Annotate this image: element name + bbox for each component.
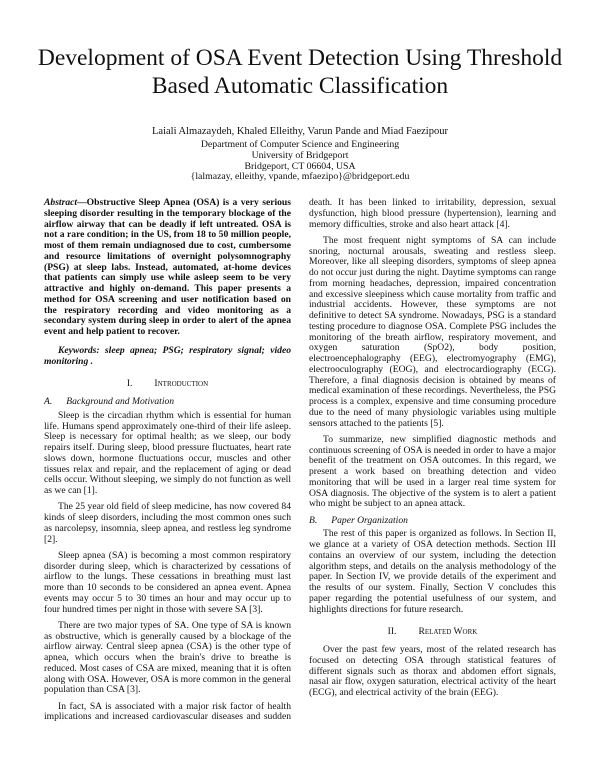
paragraph: To summarize, new simplified diagnostic methods and continuous screening of OSA is needed in order to have a major benefit of the treatment on OSA outcomes. In this regard, we present a work based on breathing detection and video monitoring that will be used in a larger real time system for OSA diagnosis. The objective of the system is to alert a patient who might be subject to an apnea attack. (309, 433, 556, 510)
affiliation-university: University of Bridgeport (251, 149, 349, 161)
abstract (44, 198, 291, 338)
section-heading-related-work (309, 627, 556, 638)
subsection-title: Background and Motivation (66, 396, 175, 407)
affiliation-department: Department of Computer Science and Engineering (200, 139, 400, 150)
affiliation (0, 140, 600, 183)
subsection-title: Paper Organization (331, 514, 408, 526)
subsection-heading-organization (309, 516, 556, 527)
affiliation-address: Bridgeport, CT 06604, USA (244, 160, 356, 172)
paragraph: The rest of this paper is organized as follows. In Section II, we glance at a variety of OSA detection methods. Section III contains an overview of our system, including the detection algorithm steps, and details on the analysis methodology of the paper. In Section IV, we provide details of the experiment and the results of our system. Finally, Section V concludes this paper regarding the potential usefulness of our system, and highlights directions for future research. (309, 528, 556, 615)
left-column (44, 198, 291, 729)
paragraph: The 25 year old field of sleep medicine, has now covered 84 kinds of sleep disorders, including the most common ones such as narcolepsy, insomnia, sleep apnea, and restless leg syndrome [2]. (44, 501, 291, 545)
section-number: II. (387, 626, 397, 638)
paragraph: death. It has been linked to irritability, depression, sexual dysfunction, high blood pressure (hypertension), learning and memory difficulties, stroke and also heart attack [4]. (309, 197, 556, 230)
paragraph: Sleep apnea (SA) is becoming a most common respiratory disorder during sleep, which is characterized by cessations of airflow to the lungs. These cessations in breathing must last more than 10 seconds to be considered an apnea event. Apnea events may occur 5 to 30 times an hour and may occur up to four hundred times per night in those with severe SA [3]. (44, 549, 291, 615)
right-column (309, 198, 556, 704)
paper-title: Development of OSA Event Detection Using Threshold Based Automatic Classification (37, 45, 563, 99)
authors: Laiali Almazaydeh, Khaled Elleithy, Varun Pande and Miad Faezipour (152, 126, 448, 137)
abstract-label: Abstract (44, 197, 78, 208)
section-title: Introduction (154, 378, 209, 390)
section-heading-introduction (44, 379, 291, 390)
subsection-number: B. (309, 514, 318, 526)
paragraph: There are two major types of SA. One type of SA is known as obstructive, which is generally caused by a blockage of the airflow airway. Central sleep apnea (CSA) is the other type of apnea, which occurs when the brain's drive to breathe is reduced. Most cases of CSA are mixed, meaning that it is often along with OSA. However, OSA is more common in the general population than CSA [3]. (44, 619, 291, 696)
paragraph: Sleep is the circadian rhythm which is essential for human life. Humans spend approximately one-third of their life asleep. Sleep is necessary for optimal health; as we sleep, our body repairs itself. During sleep, blood pressure fluctuates, heart rate slows down, hormone fluctuations occur, muscles and other tissues relax and repair, and the replacement of aging or dead cells occur. Without sleeping, we simply do not function as well as we can [1]. (44, 409, 291, 496)
keywords: Keywords: sleep apnea; PSG; respiratory signal; video monitoring . (44, 344, 291, 367)
section-title: Related Work (418, 626, 478, 638)
paragraph: Over the past few years, most of the related research has focused on detecting OSA through statistical features of different signals such as thorax and abdomen effort signals, nasal air flow, oxygen saturation, electrical activity of the heart (ECG), and electrical activity of the brain (EEG). (309, 644, 556, 698)
subsection-heading-background (44, 397, 291, 408)
paragraph: In fact, SA is associated with a major risk factor of health implications and increased cardiovascular diseases and sudden (44, 700, 291, 723)
section-number: I. (126, 378, 133, 390)
subsection-number: A. (44, 396, 53, 407)
affiliation-emails: {lalmazay, elleithy, vpande, mfaezipo}@bridgeport.edu (190, 171, 410, 183)
abstract-text: —Obstructive Sleep Apnea (OSA) is a very serious sleeping disorder resulting in the temporary blockage of the airflow airway that can be deadly if left untreated. OSA is not a rare condition; in the US, from 18 to 50 million people, most of them remain undiagnosed due to cost, cumbersome and resource limitations of overnight polysomnography (PSG) at sleep labs. Instead, automated, at-home devices that patients can simply use while asleep seem to be very attractive and highly on-demand. This paper presents a method for OSA screening and user notification based on the respiratory recording and video monitoring as a secondary system during sleep in order to alert of the apnea event and help patient to recover. (44, 197, 291, 337)
paragraph: The most frequent night symptoms of SA can include snoring, nocturnal arousals, sweating and restless sleep. Moreover, like all sleeping disorders, symptoms of sleep apnea do not occur just during the night. Daytime symptoms can range from morning headaches, depression, impaired concentration and excessive sleepiness which cause mortality from traffic and industrial accidents. However, these symptoms are not definitive to detect SA syndrome. Nowadays, PSG is a standard testing procedure to diagnose OSA. Complete PSG includes the monitoring of the breath airflow, respiratory movement, and oxygen saturation (SpO2), body position, electroencephalography (EEG), electromyography (EMG), electrooculography (EOG), and electrocardiography (ECG). Therefore, a final diagnosis decision is obtained by means of medical examination of these recordings. Nevertheless, the PSG process is a complex, expensive and time consuming procedure due to the need of many physiologic variables using multiple sensors attached to the patients [5]. (309, 234, 556, 429)
